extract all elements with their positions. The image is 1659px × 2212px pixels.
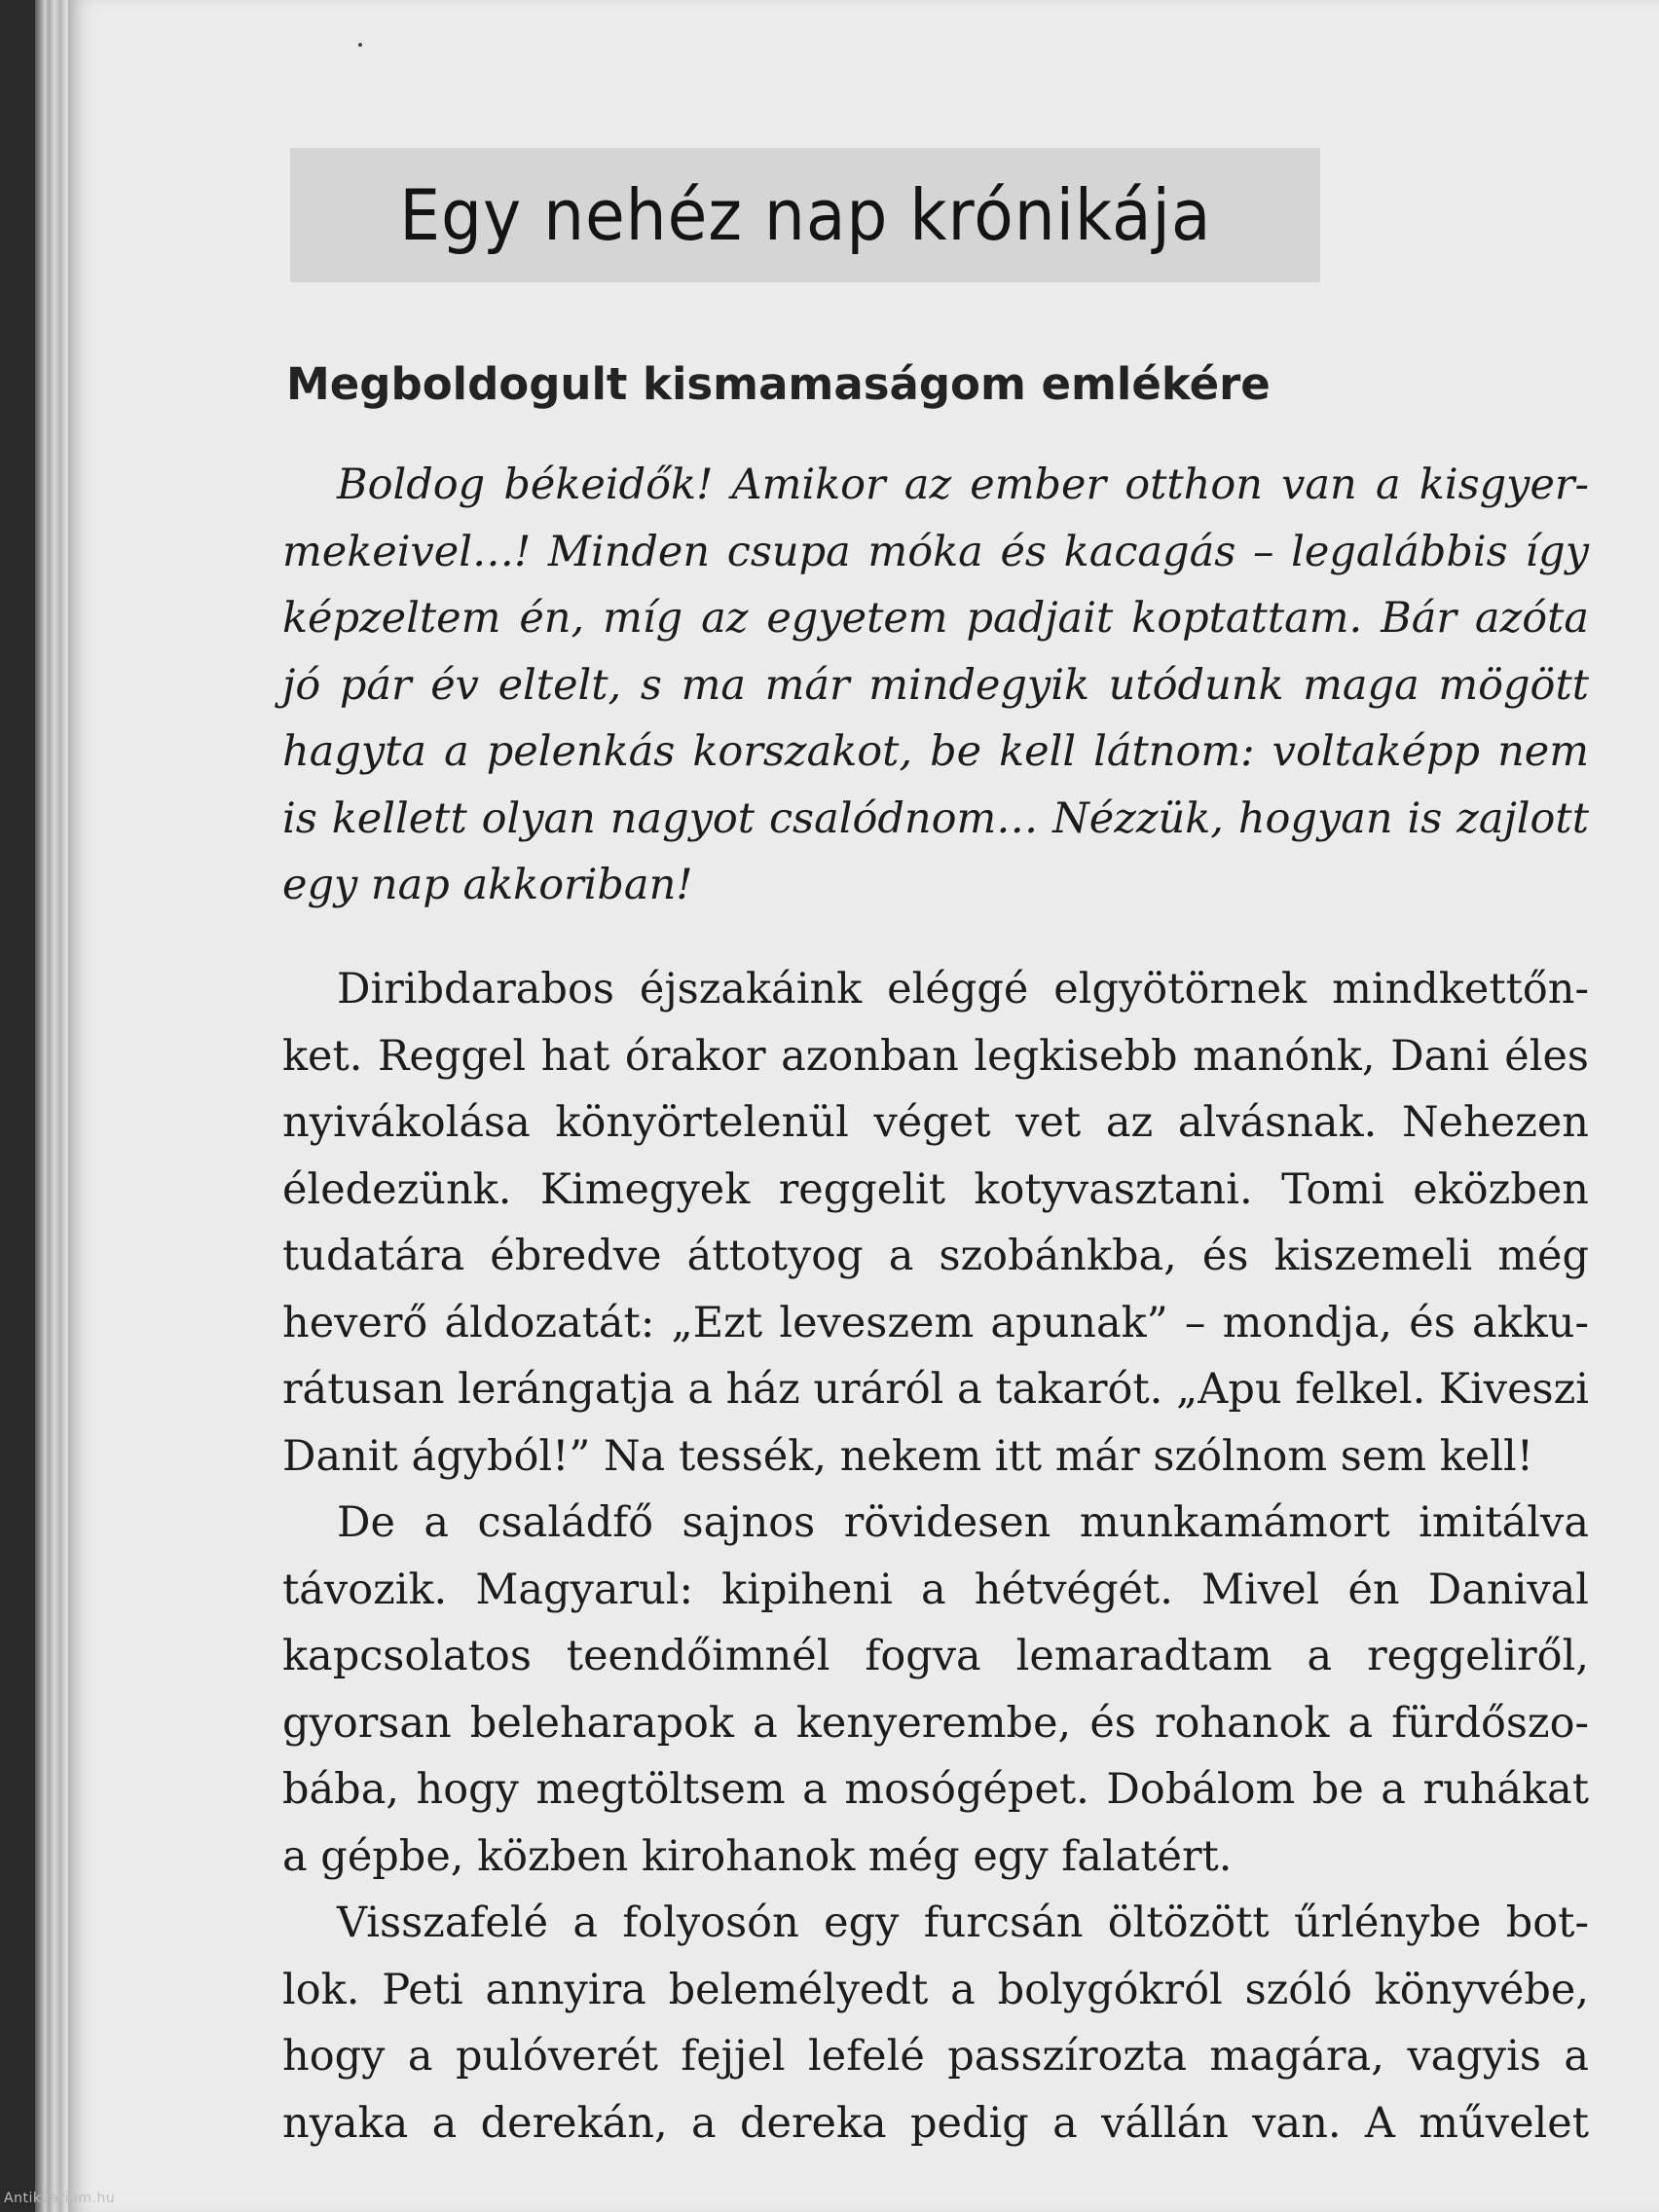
speck — [358, 43, 362, 47]
page-title: Egy nehéz nap krónikája — [398, 174, 1212, 256]
body-line: távozik. Magyarul: kipiheni a hétvégét. Mivel én Danival — [282, 1565, 1589, 1614]
intro-line: hagyta a pelenkás korszakot, be kell látnom: voltaképp nem — [282, 727, 1589, 776]
body-line: De a családfő sajnos rövidesen munkamámort imitálva — [337, 1498, 1589, 1547]
body-line: heverő áldozatát: „Ezt leveszem apunak” – mondja, és akku- — [282, 1298, 1589, 1347]
intro-line: mekeivel…! Minden csupa móka és kacagás – legalábbis így — [282, 527, 1589, 576]
page-edges — [35, 0, 70, 2212]
body-line: Visszafelé a folyosón egy furcsán öltözött űrlénybe bot- — [337, 1899, 1589, 1947]
body-line: Diribdarabos éjszakáink eléggé elgyötörnek mindkettőn- — [337, 965, 1589, 1014]
body-line: ket. Reggel hat órakor azonban legkisebb manónk, Dani éles — [282, 1031, 1589, 1081]
body-line: hogy a pulóverét fejjel lefelé passzírozta magára, vagyis a — [282, 2032, 1589, 2081]
body-text — [282, 956, 1589, 2157]
body-line: lok. Peti annyira belemélyedt a bolygókról szóló könyvébe, — [282, 1965, 1589, 2014]
body-line: éledezünk. Kimegyek reggelit kotyvasztani. Tomi eközben — [282, 1164, 1589, 1214]
section-subtitle: Megboldogult kismamaságom emlékére — [286, 358, 1271, 410]
body-line: tudatára ébredve áttotyog a szobánkba, és kiszemeli még — [282, 1232, 1589, 1280]
intro-line: jó pár év eltelt, s ma már mindegyik utódunk maga mögött — [282, 660, 1589, 710]
body-line: Danit ágyból!” Na tessék, nekem itt már szólnom sem kell! — [282, 1431, 1534, 1481]
intro-line: egy nap akkoriban! — [282, 861, 693, 909]
body-line: gyorsan beleharapok a kenyerembe, és rohanok a fürdőszo- — [282, 1698, 1589, 1748]
body-line: nyaka a derekán, a dereka pedig a vállán van. A művelet — [282, 2098, 1589, 2148]
body-line: bába, hogy megtöltsem a mosógépet. Dobálom be a ruhákat — [282, 1765, 1589, 1814]
intro-paragraph — [282, 452, 1589, 919]
watermark: Antikvarium.hu — [4, 2191, 116, 2206]
body-line: kapcsolatos teendőimnél fogva lemaradtam a reggeliről, — [282, 1632, 1589, 1680]
intro-line: is kellett olyan nagyot csalódnom… Nézzük, hogyan is zajlott — [282, 793, 1589, 843]
title-banner — [290, 148, 1320, 282]
intro-line: képzeltem én, míg az egyetem padjait koptattam. Bár azóta — [282, 594, 1589, 643]
body-line: nyivákolása könyörtelenül véget vet az alvásnak. Nehezen — [282, 1098, 1589, 1147]
body-line: rátusan lerángatja a ház uráról a takarót. „Apu felkel. Kiveszi — [282, 1365, 1589, 1414]
body-line: a gépbe, közben kirohanok még egy falatért. — [282, 1831, 1233, 1881]
intro-line: Boldog békeidők! Amikor az ember otthon van a kisgyer- — [337, 461, 1589, 509]
